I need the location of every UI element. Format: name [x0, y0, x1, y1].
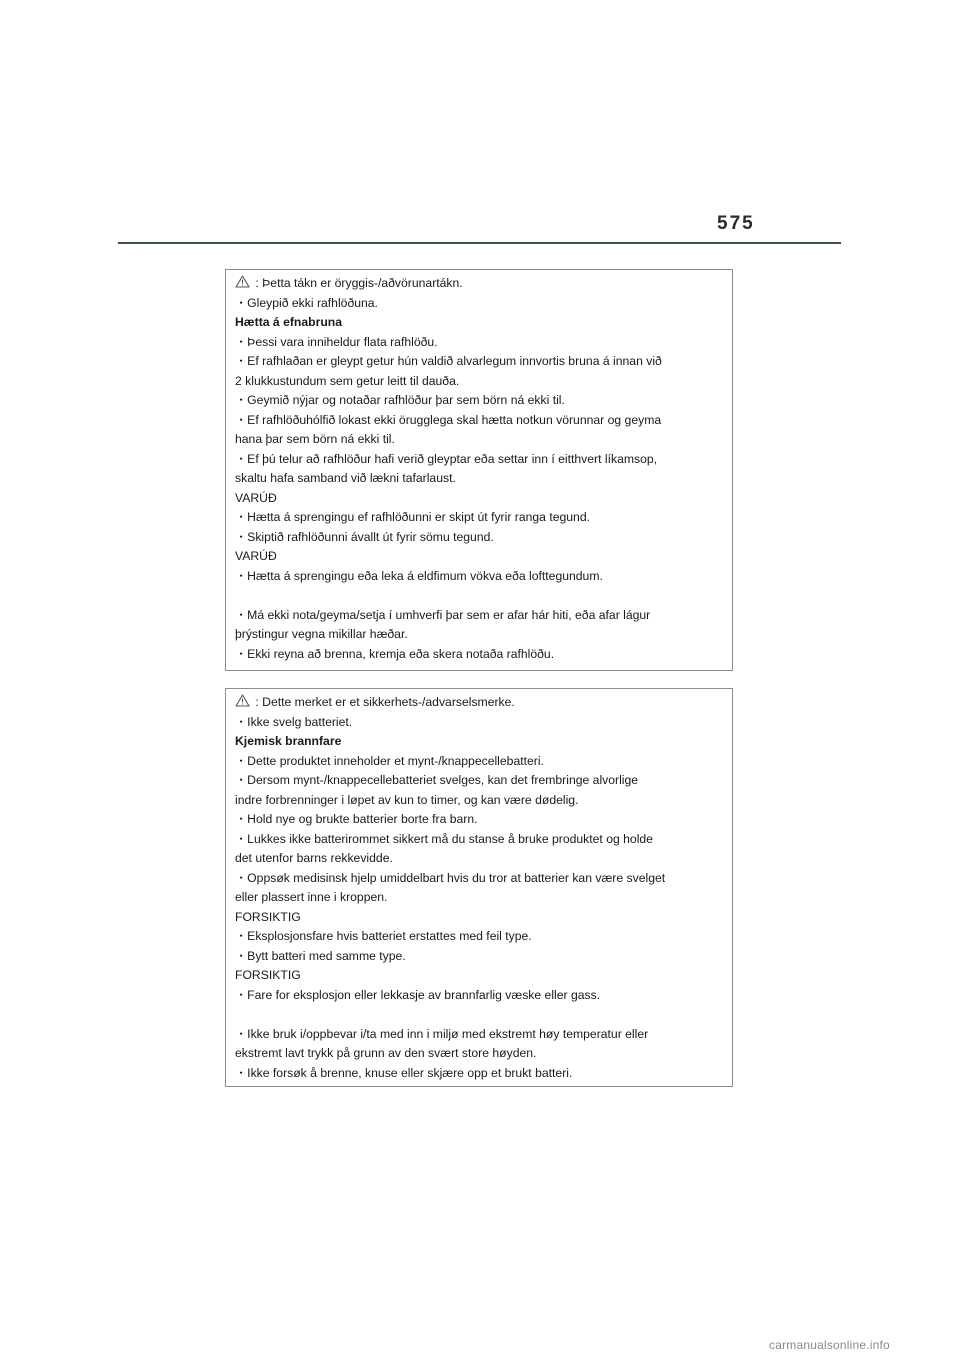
warning-triangle-icon [235, 694, 250, 707]
watermark: carmanualsonline.info [769, 1338, 890, 1352]
line-text: ・Ef rafhlaðan er gleypt getur hún valdið alvarlegum innvortis bruna á innan við [235, 354, 662, 368]
line-text: ・Ikke svelg batteriet. [235, 714, 353, 729]
text-line [235, 869, 732, 889]
notice-box-icelandic [225, 269, 733, 671]
line-text: 2 klukkustundum sem getur leitt til dauða. [235, 373, 460, 388]
text-line [235, 469, 732, 489]
blank-line [235, 1005, 732, 1025]
line-text: ・Eksplosjonsfare hvis batteriet erstattes med feil type. [235, 929, 532, 943]
page-number: 575 [717, 213, 755, 234]
line-text: FORSIKTIG [235, 968, 301, 982]
text-line [235, 752, 732, 772]
line-text: ・Má ekki nota/geyma/setja í umhverfi þar sem er afar hár hiti, eða afar lágur [235, 607, 651, 622]
line-text: ・Dette produktet inneholder et mynt-/knappecellebatteri. [235, 753, 544, 768]
line-text: eller plassert inne i kroppen. [235, 890, 388, 904]
text-line [235, 430, 732, 450]
text-line [235, 986, 732, 1006]
text-line [235, 771, 732, 791]
line-text: Kjemisk brannfare [235, 734, 342, 748]
text-line [235, 547, 732, 567]
line-text: VARÚÐ [235, 490, 277, 505]
text-line [235, 294, 732, 314]
line-text: ・Hold nye og brukte batterier borte fra barn. [235, 812, 478, 826]
line-text: ・Geymið nýjar og notaðar rafhlöður þar sem börn ná ekki til. [235, 393, 565, 407]
line-text: ・Ekki reyna að brenna, kremja eða skera notaða rafhlöðu. [235, 646, 555, 661]
text-line [235, 791, 732, 811]
text-line [235, 947, 732, 967]
text-line [235, 391, 732, 411]
text-line [235, 411, 732, 431]
line-text: FORSIKTIG [235, 909, 301, 924]
line-text: ・Þessi vara inniheldur flata rafhlöðu. [235, 334, 438, 349]
line-text: ・Ef þú telur að rafhlöður hafi verið gleyptar eða settar inn í eitthvert líkamsop, [235, 451, 658, 466]
line-text: ・Ef rafhlöðuhólfið lokast ekki örugglega skal hætta notkun vörunnar og geyma [235, 412, 662, 427]
text-line [235, 625, 732, 645]
notice-box-norwegian [225, 688, 733, 1087]
text-line [235, 888, 732, 908]
text-line [235, 1044, 732, 1064]
line-text: ・Oppsøk medisinsk hjelp umiddelbart hvis du tror at batterier kan være svelget [235, 870, 666, 885]
line-text: det utenfor barns rekkevidde. [235, 851, 393, 865]
text-line [235, 966, 732, 986]
section-heading [235, 732, 732, 752]
text-line [235, 849, 732, 869]
text-line [235, 713, 732, 733]
warning-triangle-icon [235, 275, 250, 288]
text-line [235, 1025, 732, 1045]
text-line [235, 333, 732, 353]
text-line [235, 927, 732, 947]
line-text: ・Dersom mynt-/knappecellebatteriet svelges, kan det frembringe alvorlige [235, 773, 639, 787]
line-text: ・Skiptið rafhlöðunni ávallt út fyrir sömu tegund. [235, 529, 494, 544]
line-text: skaltu hafa samband við lækni tafarlaust. [235, 471, 456, 485]
line-text: ・Lukkes ikke batterirommet sikkert må du stanse å bruke produktet og holde [235, 831, 653, 846]
line-text: ・Fare for eksplosjon eller lekkasje av brannfarlig væske eller gass. [235, 987, 601, 1002]
text-line [235, 693, 732, 713]
text-line [235, 508, 732, 528]
line-text: ・Hætta á sprengingu ef rafhlöðunni er skipt út fyrir ranga tegund. [235, 510, 590, 524]
text-line [235, 830, 732, 850]
line-text: ・Gleypið ekki rafhlöðuna. [235, 295, 378, 310]
line-text: ・Hætta á sprengingu eða leka á eldfimum vökva eða lofttegundum. [235, 568, 603, 583]
section-heading [235, 313, 732, 333]
line-text: ekstremt lavt trykk på grunn av den svært store høyden. [235, 1046, 537, 1060]
line-text: : Dette merket er et sikkerhets-/advarselsmerke. [252, 695, 515, 709]
line-text: Hætta á efnabruna [235, 315, 342, 329]
text-line [235, 489, 732, 509]
line-text: hana þar sem börn ná ekki til. [235, 432, 395, 446]
line-text: þrýstingur vegna mikillar hæðar. [235, 627, 408, 641]
text-line [235, 450, 732, 470]
text-line [235, 352, 732, 372]
text-line [235, 645, 732, 665]
text-line [235, 606, 732, 626]
text-line [235, 1064, 732, 1084]
line-text: ・Ikke forsøk å brenne, knuse eller skjære opp et brukt batteri. [235, 1065, 573, 1080]
text-line [235, 372, 732, 392]
text-line [235, 908, 732, 928]
text-line [235, 810, 732, 830]
line-text: indre forbrenninger i løpet av kun to timer, og kan være dødelig. [235, 792, 579, 807]
text-line [235, 274, 732, 294]
line-text: ・Bytt batteri med samme type. [235, 948, 406, 963]
line-text: ・Ikke bruk i/oppbevar i/ta med inn i miljø med ekstremt høy temperatur eller [235, 1026, 649, 1041]
blank-line [235, 586, 732, 606]
header-rule [118, 242, 841, 244]
text-line [235, 567, 732, 587]
text-line [235, 528, 732, 548]
line-text: : Þetta tákn er öryggis-/aðvörunartákn. [252, 276, 463, 290]
line-text: VARÚÐ [235, 549, 277, 563]
